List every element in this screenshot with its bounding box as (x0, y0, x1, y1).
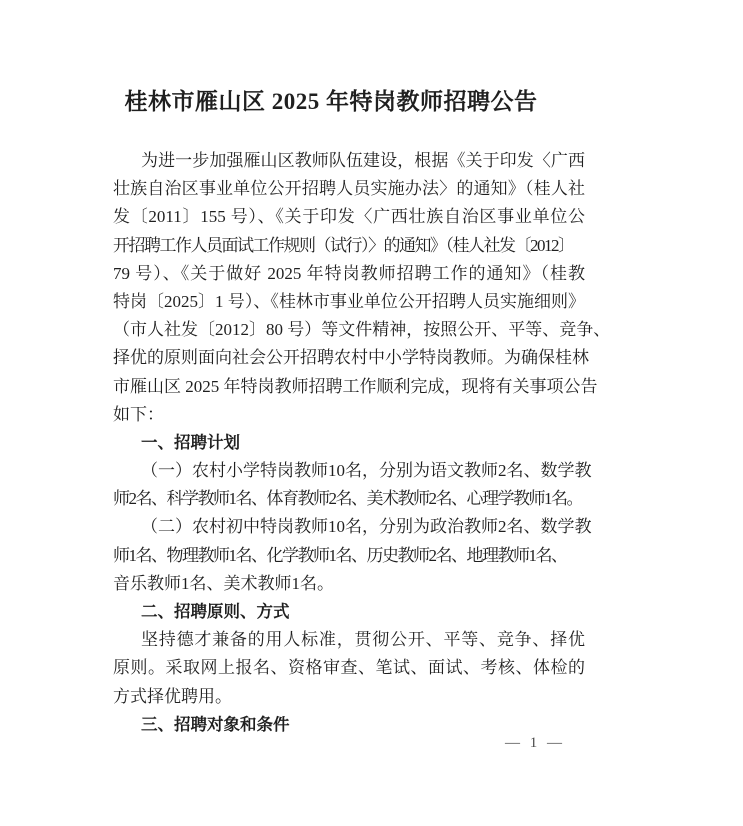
text-line: 音乐教师1名、美术教师1名。 (113, 573, 334, 593)
text-line: 师2名、科学教师1名、体育教师2名、美术教师2名、心理学教师1名。 (113, 489, 582, 509)
text-line: 一、招聘计划 (141, 433, 240, 452)
paragraph (113, 457, 592, 513)
text-line: 特岗〔2025〕1 号）、《桂林市事业单位公开招聘人员实施细则》 (113, 291, 585, 311)
text-line: （二）农村初中特岗教师10名，分别为政治教师2名、数学教 (141, 517, 592, 537)
text-line: 开招聘工作人员面试工作规则（试行）〉的通知》（桂人社发〔2012〕 (113, 235, 574, 255)
document-title: 桂林市雁山区 2025 年特岗教师招聘公告 (124, 89, 538, 114)
text-line: 79 号）、《关于做好 2025 年特岗教师招聘工作的通知》（桂教 (113, 263, 585, 283)
text-line: 二、招聘原则、方式 (141, 603, 290, 621)
paragraph (113, 513, 592, 598)
text-line: 为进一步加强雁山区教师队伍建设，根据《关于印发〈广西 (141, 151, 585, 170)
text-line: 壮族自治区事业单位公开招聘人员实施办法〉的通知》（桂人社 (113, 179, 585, 199)
page-number: — 1 — (505, 735, 565, 751)
paragraph (113, 626, 585, 711)
text-line: 如下： (113, 404, 164, 424)
text-line: 方式择优聘用。 (113, 686, 232, 706)
text-line: 师1名、物理教师1名、化学教师1名、历史教师2名、地理教师1名、 (113, 545, 567, 565)
text-line: （一）农村小学特岗教师10名，分别为语文教师2名、数学教 (141, 461, 592, 481)
text-line: 市雁山区 2025 年特岗教师招聘工作顺利完成，现将有关事项公告 (113, 376, 598, 396)
text-line: 原则。采取网上报名、资格审查、笔试、面试、考核、体检的 (113, 658, 585, 678)
document-body (113, 147, 611, 739)
text-line: 三、招聘对象和条件 (141, 715, 290, 734)
section-heading (113, 598, 585, 626)
paragraph (113, 147, 611, 429)
text-line: （市人社发〔2012〕80 号）等文件精神，按照公开、平等、竞争、 (113, 320, 611, 340)
text-line: 择优的原则面向社会公开招聘农村中小学特岗教师。为确保桂林 (113, 348, 589, 368)
text-line: 发〔2011〕155 号）、《关于印发〈广西壮族自治区事业单位公 (113, 207, 585, 227)
section-heading (113, 429, 585, 457)
text-line: 坚持德才兼备的用人标准，贯彻公开、平等、竞争、择优 (141, 630, 585, 650)
